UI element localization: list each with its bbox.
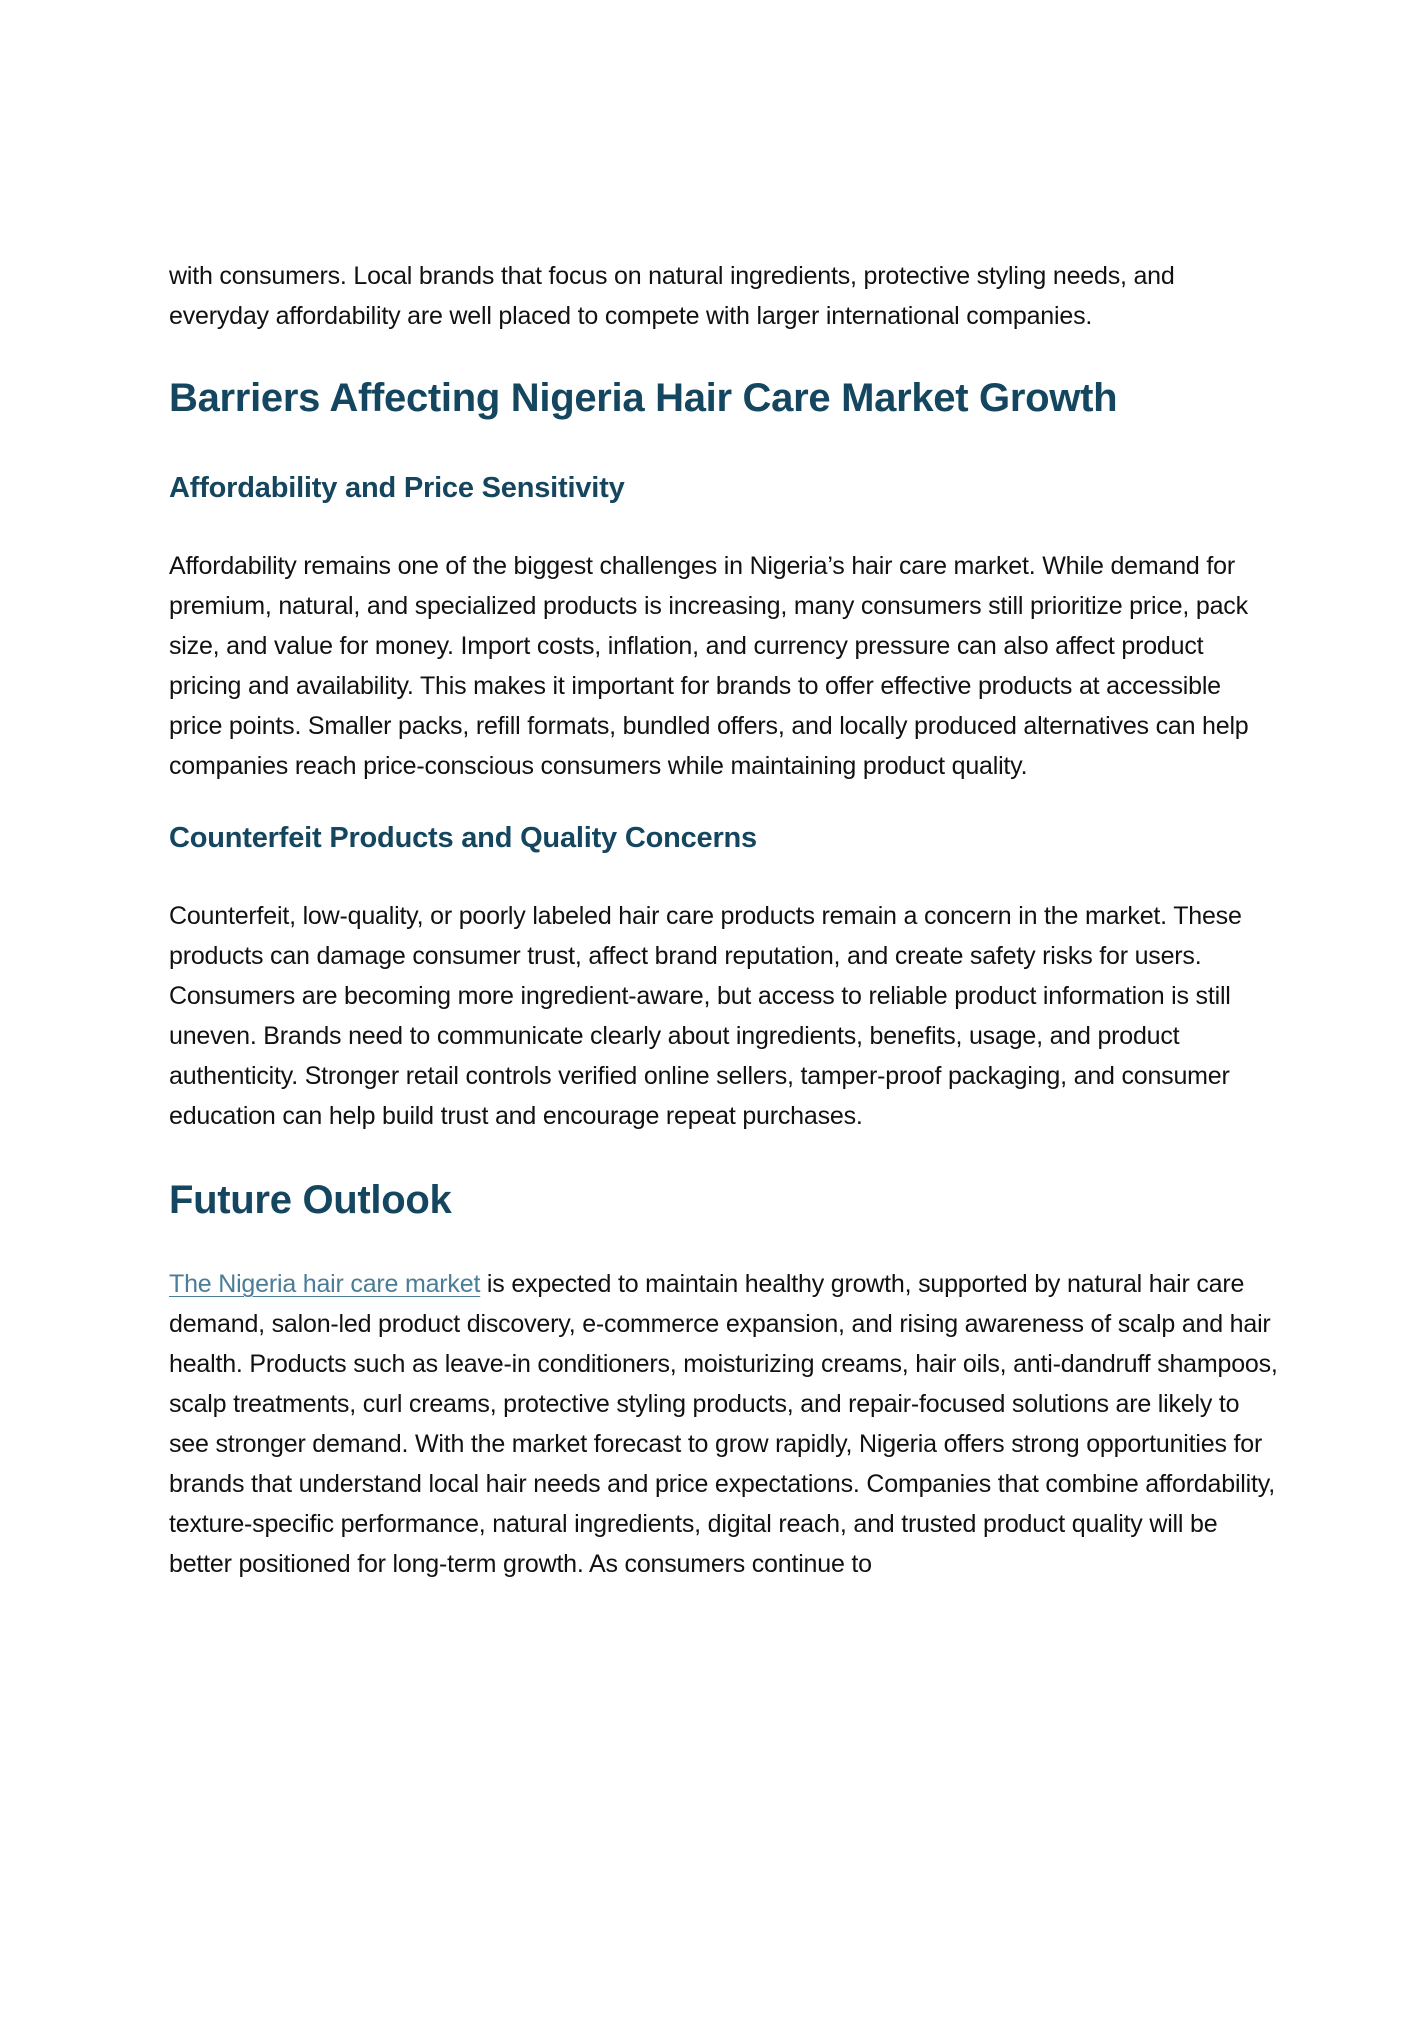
counterfeit-paragraph: Counterfeit, low-quality, or poorly labeled hair care products remain a concern in the market. These products can damage consumer trust, affect brand reputation, and create safety risks for users. Consumers are becoming more ingredient-aware, but access to reliable product information is still uneven. Brands need to communicate clearly about ingredients, benefits, usage, and product authenticity. Stronger retail controls verified online sellers, tamper-proof packaging, and consumer education can help build trust and encourage repeat purchases. — [169, 902, 1242, 1130]
future-outlook-heading: Future Outlook — [169, 1178, 452, 1222]
future-outlook-paragraph — [169, 1264, 1279, 1584]
intro-paragraph: with consumers. Local brands that focus on natural ingredients, protective styling needs, and everyday affordability are well placed to compete with larger international companies. — [169, 262, 1175, 330]
barriers-heading: Barriers Affecting Nigeria Hair Care Market Growth — [169, 376, 1118, 420]
nigeria-hair-care-market-link[interactable]: The Nigeria hair care market — [169, 1270, 481, 1298]
affordability-heading: Affordability and Price Sensitivity — [169, 472, 625, 504]
counterfeit-heading: Counterfeit Products and Quality Concerns — [169, 822, 757, 854]
future-outlook-text: is expected to maintain healthy growth, supported by natural hair care demand, salon-led product discovery, e-commerce expansion, and rising awareness of scalp and hair health. Products such as leave-in conditioners, moisturizing creams, hair oils, anti-dandruff shampoos, scalp treatments, curl creams, protective styling products, and repair-focused solutions are likely to see stronger demand. With the market forecast to grow rapidly, Nigeria offers strong opportunities for brands that understand local hair needs and price expectations. Companies that combine affordability, texture-specific performance, natural ingredients, digital reach, and trusted product quality will be better positioned for long-term growth. As consumers continue to — [169, 1270, 1278, 1578]
affordability-paragraph: Affordability remains one of the biggest challenges in Nigeria’s hair care market. While demand for premium, natural, and specialized products is increasing, many consumers still prioritize price, pack size, and value for money. Import costs, inflation, and currency pressure can also affect product pricing and availability. This makes it important for brands to offer effective products at accessible price points. Smaller packs, refill formats, bundled offers, and locally produced alternatives can help companies reach price-conscious consumers while maintaining product quality. — [169, 552, 1249, 780]
page-content — [169, 256, 1279, 1584]
